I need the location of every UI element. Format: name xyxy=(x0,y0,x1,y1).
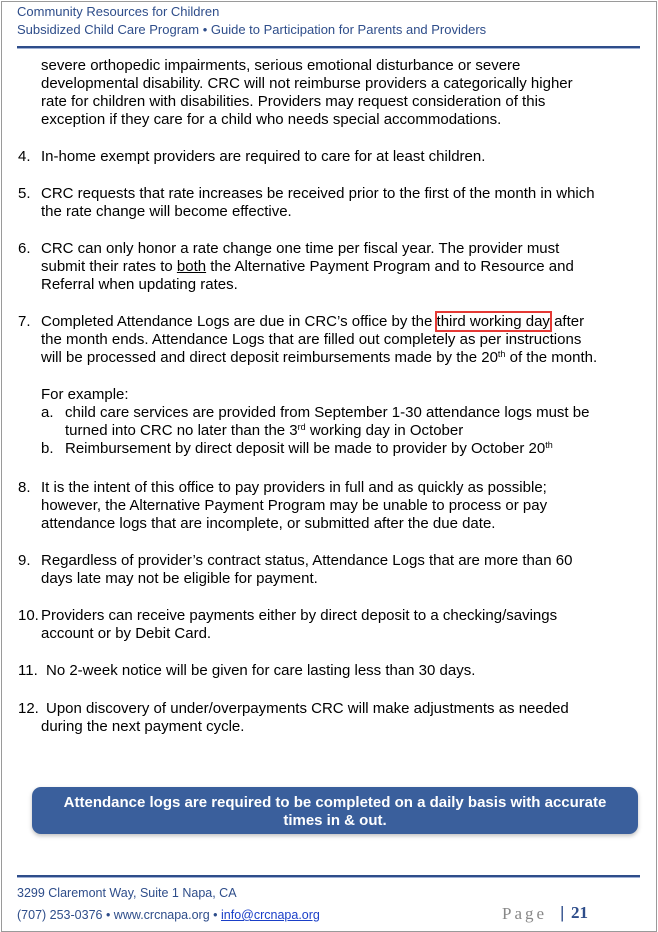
header-guide-title: Subsidized Child Care Program • Guide to Participation for Parents and Providers xyxy=(17,22,487,37)
item-7-text: will be processed and direct deposit reimbursements made by the 20th of the month. xyxy=(41,349,598,366)
item-6-number: 6. xyxy=(18,240,31,257)
footer-rule xyxy=(17,875,640,878)
item-8-text: attendance logs that are incomplete, or submitted after the due date. xyxy=(41,515,496,532)
emphasis-both: both xyxy=(176,258,207,275)
email-link[interactable]: info@crcnapa.org xyxy=(221,908,320,922)
item-12-text: Upon discovery of under/overpayments CRC will make adjustments as needed xyxy=(46,700,569,717)
highlight-third-working-day: third working day xyxy=(436,313,550,330)
banner-line: times in & out. xyxy=(283,812,387,829)
example-label: For example: xyxy=(41,386,129,403)
banner-line: Attendance logs are required to be completed on a daily basis with accurate xyxy=(63,794,607,811)
item-10-number: 10. xyxy=(18,607,39,624)
page-number: 21 xyxy=(571,903,588,922)
item-8-text: It is the intent of this office to pay providers in full and as quickly as possible; xyxy=(41,479,547,496)
continuation-line: rate for children with disabilities. Providers may request consideration of this xyxy=(41,93,546,110)
item-5-text: the rate change will become effective. xyxy=(41,203,292,220)
item-12-text: during the next payment cycle. xyxy=(41,718,245,735)
sub-item-b-text: Reimbursement by direct deposit will be made to provider by October 20th xyxy=(65,440,553,457)
continuation-line: exception if they care for a child who needs special accommodations. xyxy=(41,111,502,128)
item-6-text: CRC can only honor a rate change one time per fiscal year. The provider must xyxy=(41,240,560,257)
item-8-number: 8. xyxy=(18,479,31,496)
footer-contact: (707) 253-0376 • www.crcnapa.org • info@crcnapa.org xyxy=(17,908,320,922)
header-rule xyxy=(17,46,640,49)
item-7-text: Completed Attendance Logs are due in CRC’s office by the third working day after xyxy=(41,313,585,330)
continuation-line: severe orthopedic impairments, serious emotional disturbance or severe xyxy=(41,57,521,74)
item-9-number: 9. xyxy=(18,552,31,569)
item-10-text: account or by Debit Card. xyxy=(41,625,212,642)
header-org: Community Resources for Children xyxy=(17,4,220,19)
sub-item-a-text: child care services are provided from September 1-30 attendance logs must be xyxy=(65,404,590,421)
item-12-number: 12. xyxy=(18,700,39,717)
sub-item-a-label: a. xyxy=(41,404,54,421)
item-11-number: 11. xyxy=(18,662,38,679)
page-label: Page xyxy=(502,904,548,923)
item-5-text: CRC requests that rate increases be received prior to the first of the month in which xyxy=(41,185,595,202)
item-5-number: 5. xyxy=(18,185,31,202)
item-4-text: In-home exempt providers are required to care for at least children. xyxy=(41,148,486,165)
item-7-text: the month ends. Attendance Logs that are filled out completely as per instructions xyxy=(41,331,582,348)
sub-item-b-label: b. xyxy=(41,440,54,457)
continuation-line: developmental disability. CRC will not reimburse providers a categorically higher xyxy=(41,75,573,92)
item-6-text: submit their rates to both the Alternative Payment Program and to Resource and xyxy=(41,258,574,275)
item-8-text: however, the Alternative Payment Program may be unable to process or pay xyxy=(41,497,548,514)
item-4-number: 4. xyxy=(18,148,31,165)
page-separator: | xyxy=(560,903,565,922)
footer-address: 3299 Claremont Way, Suite 1 Napa, CA xyxy=(17,886,237,900)
attendance-banner xyxy=(32,787,638,834)
item-7-number: 7. xyxy=(18,313,31,330)
item-10-text: Providers can receive payments either by direct deposit to a checking/savings xyxy=(41,607,558,624)
item-9-text: days late may not be eligible for payment. xyxy=(41,570,318,587)
sub-item-a-text: turned into CRC no later than the 3rd working day in October xyxy=(65,422,464,439)
item-11-text: No 2-week notice will be given for care lasting less than 30 days. xyxy=(46,662,476,679)
item-9-text: Regardless of provider’s contract status, Attendance Logs that are more than 60 xyxy=(41,552,573,569)
item-6-text: Referral when updating rates. xyxy=(41,276,238,293)
